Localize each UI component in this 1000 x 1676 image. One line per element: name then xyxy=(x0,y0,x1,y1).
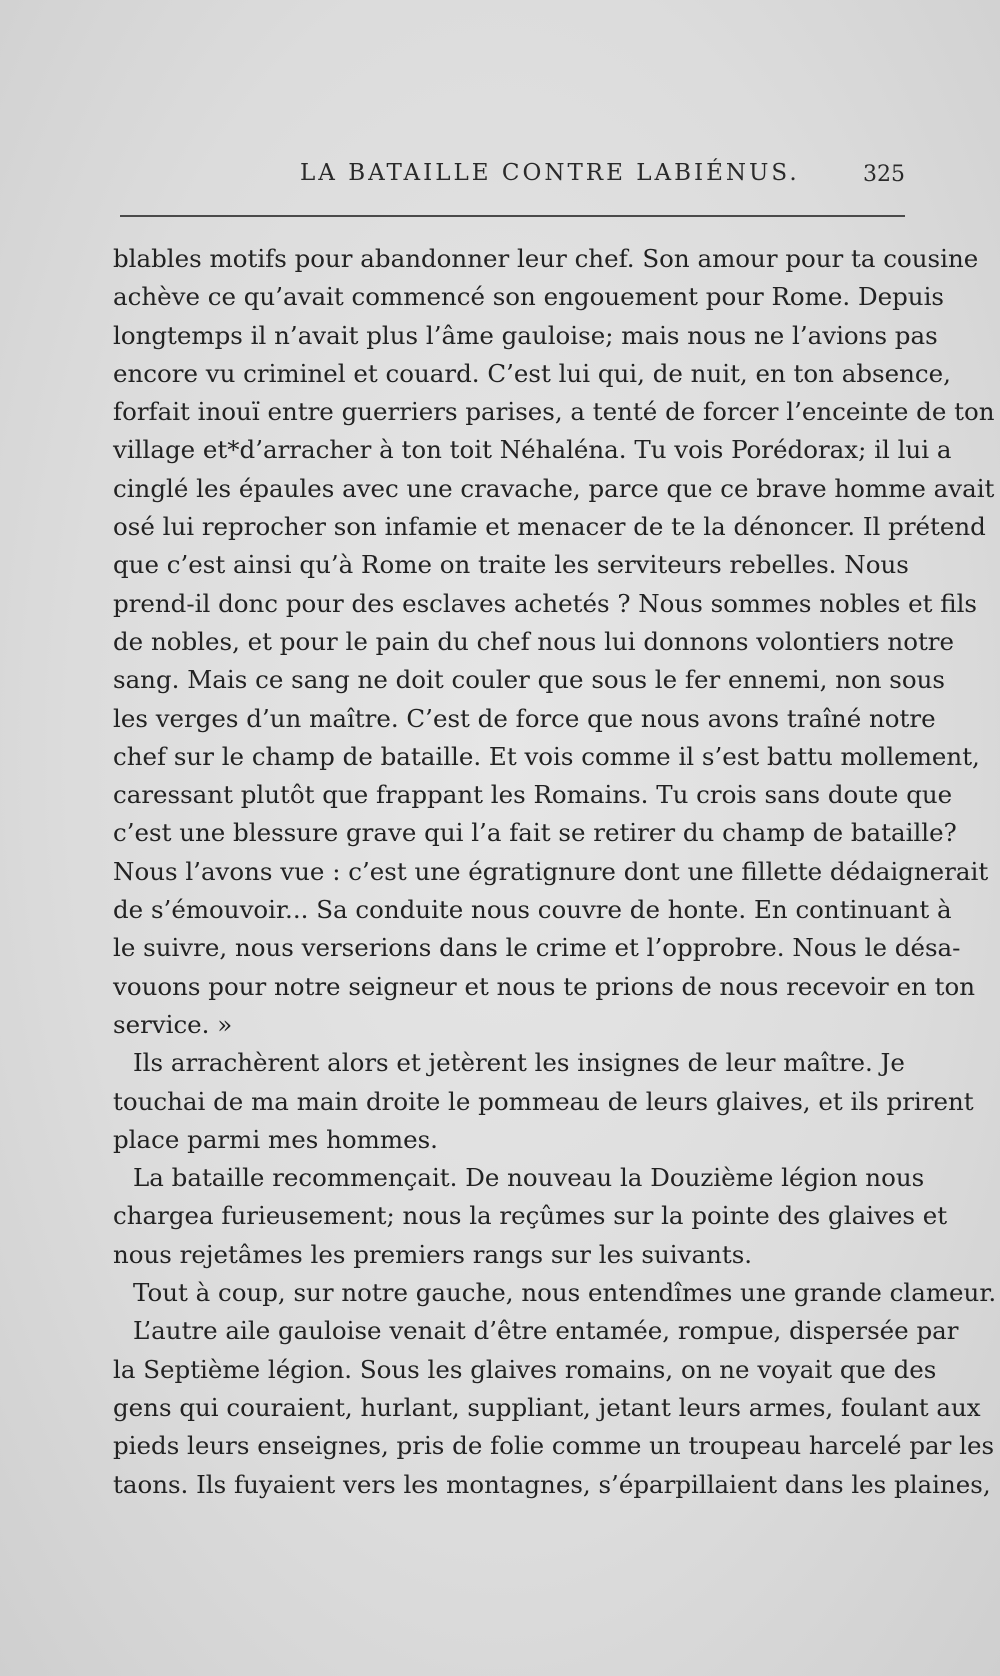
text-line: gens qui couraient, hurlant, suppliant, jetant leurs armes, foulant aux xyxy=(113,1392,981,1422)
text-line: service. » xyxy=(113,1009,233,1039)
text-line: village et*d’arracher à ton toit Néhaléna. Tu vois Porédorax; il lui a xyxy=(113,435,952,465)
text-line: touchai de ma main droite le pommeau de leurs glaives, et ils prirent xyxy=(113,1086,974,1116)
text-line: c’est une blessure grave qui l’a fait se retirer du champ de bataille? xyxy=(113,818,957,848)
text-line: prend-il donc pour des esclaves achetés ? Nous sommes nobles et fils xyxy=(113,588,978,618)
text-line: Tout à coup, sur notre gauche, nous entendîmes une grande clameur. xyxy=(133,1278,997,1308)
text-line: la Septième légion. Sous les glaives romains, on ne voyait que des xyxy=(113,1354,937,1384)
text-line: le suivre, nous verserions dans le crime et l’opprobre. Nous le désa- xyxy=(113,933,961,963)
text-line: de nobles, et pour le pain du chef nous lui donnons volontiers notre xyxy=(113,626,955,656)
text-line: que c’est ainsi qu’à Rome on traite les serviteurs rebelles. Nous xyxy=(113,550,909,580)
text-line: caressant plutôt que frappant les Romains. Tu crois sans doute que xyxy=(113,780,953,810)
body-text xyxy=(113,240,997,1504)
page-number: 325 xyxy=(863,162,905,187)
text-line: forfait inouï entre guerriers parises, a tenté de forcer l’enceinte de ton xyxy=(113,397,995,427)
text-line: chargea furieusement; nous la reçûmes sur la pointe des glaives et xyxy=(113,1201,948,1231)
text-line: sang. Mais ce sang ne doit couler que sous le fer ennemi, non sous xyxy=(113,665,945,695)
text-line: les verges d’un maître. C’est de force que nous avons traîné notre xyxy=(113,703,936,733)
text-line: de s’émouvoir... Sa conduite nous couvre de honte. En continuant à xyxy=(113,895,952,925)
running-head xyxy=(115,160,905,200)
text-line: achève ce qu’avait commencé son engouement pour Rome. Depuis xyxy=(113,282,944,312)
running-head-title: LA BATAILLE CONTRE LABIÉNUS. xyxy=(300,160,800,186)
text-line: chef sur le champ de bataille. Et vois comme il s’est battu mollement, xyxy=(113,741,980,771)
header-rule xyxy=(120,215,905,217)
text-line: Ils arrachèrent alors et jetèrent les insignes de leur maître. Je xyxy=(133,1048,905,1078)
text-line: L’autre aile gauloise venait d’être entamée, rompue, dispersée par xyxy=(133,1316,959,1346)
text-line: place parmi mes hommes. xyxy=(113,1124,438,1154)
text-line: vouons pour notre seigneur et nous te prions de nous recevoir en ton xyxy=(113,971,975,1001)
text-line: nous rejetâmes les premiers rangs sur les suivants. xyxy=(113,1239,753,1269)
text-line: cinglé les épaules avec une cravache, parce que ce brave homme avait xyxy=(113,473,995,503)
text-line: encore vu criminel et couard. C’est lui qui, de nuit, en ton absence, xyxy=(113,358,951,388)
text-line: osé lui reprocher son infamie et menacer de te la dénoncer. Il prétend xyxy=(113,512,986,542)
text-line: blables motifs pour abandonner leur chef. Son amour pour ta cousine xyxy=(113,244,979,273)
text-line: longtemps il n’avait plus l’âme gauloise; mais nous ne l’avions pas xyxy=(113,320,938,350)
text-line: taons. Ils fuyaient vers les montagnes, s’éparpillaient dans les plaines, xyxy=(113,1469,991,1499)
text-line: Nous l’avons vue : c’est une égratignure dont une fillette dédaignerait xyxy=(113,856,989,886)
text-line: La bataille recommençait. De nouveau la Douzième légion nous xyxy=(133,1163,925,1193)
text-line: pieds leurs enseignes, pris de folie comme un troupeau harcelé par les xyxy=(113,1431,995,1461)
